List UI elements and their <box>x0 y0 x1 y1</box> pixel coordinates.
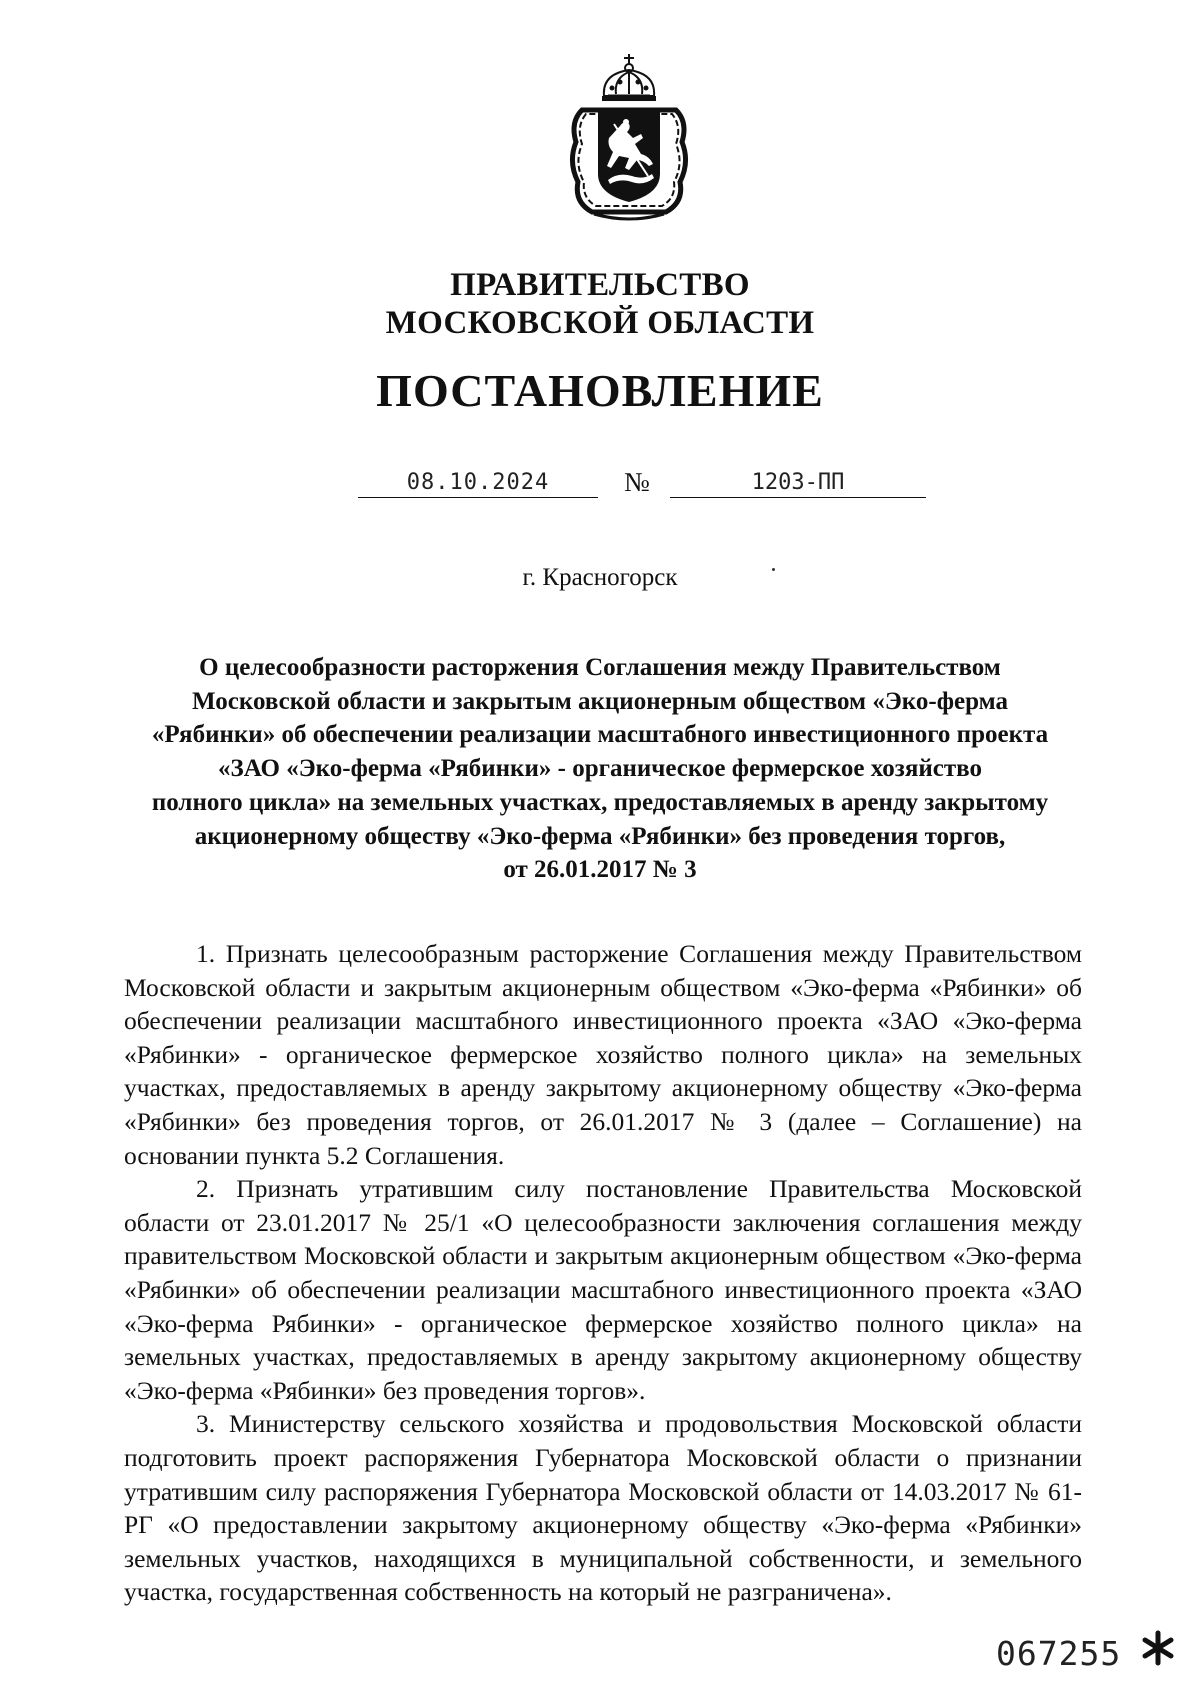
subject-line: «Рябинки» об обеспечении реализации масштабного инвестиционного проекта <box>151 721 1049 749</box>
serial-number: 067255 <box>996 1634 1122 1673</box>
subject-line: полного цикла» на земельных участках, предоставляемых в аренду закрытому <box>151 788 1049 816</box>
speck-mark <box>772 568 775 571</box>
paragraph-3: 3. Министерству сельского хозяйства и продовольствия Московской области подготовить проект распоряжения Губернатора Московской области о признании утратившим силу распоряжения Губернатора Московской области от 14.03.2017 № 61-РГ «О предоставлении закрытому акционерному обществу «Эко-ферма «Рябинки» земельных участков, находящихся в муниципальной собственности, и земельного участка, государственная собственность на который не разграничена». <box>124 1409 1082 1607</box>
authority-line-2: МОСКОВСКОЙ ОБЛАСТИ <box>385 305 815 341</box>
registration-number: 1203-ПП <box>670 470 926 498</box>
coat-of-arms-icon <box>564 52 694 224</box>
authority-line-1: ПРАВИТЕЛЬСТВО <box>450 267 750 303</box>
subject-line: «ЗАО «Эко-ферма «Рябинки» - органическое фермерское хозяйство <box>218 755 982 783</box>
place-of-issue <box>0 564 1200 592</box>
subject-line: О целесообразности расторжения Соглашения между Правительством <box>199 654 1001 681</box>
subject-line: Московской области и закрытым акционерным обществом «Эко-ферма <box>192 687 1008 715</box>
asterisk-icon <box>1138 1628 1178 1668</box>
subject-line: акционерному обществу «Эко-ферма «Рябинки» без проведения торгов, <box>194 822 1006 850</box>
document-type: ПОСТАНОВЛЕНИЕ <box>376 365 824 416</box>
number-sign: № <box>624 467 650 497</box>
registration-date: 08.10.2024 <box>358 470 598 498</box>
paragraph-1: 1. Признать целесообразным расторжение Соглашения между Правительством Московской области и закрытым акционерным обществом «Эко-ферма «Рябинки» об обеспечении реализации масштабного инвестиционного проекта «ЗАО «Эко-ферма «Рябинки» - органическое фермерское хозяйство полного цикла» на земельных участках, предоставляемых в аренду закрытому акционерному обществу «Эко-ферма «Рябинки» без проведения торгов, от 26.01.2017 № 3 (далее – Соглашение) на основании пункта 5.2 Соглашения. <box>124 939 1082 1170</box>
document-subject <box>118 651 1082 887</box>
registration-line <box>358 467 926 504</box>
place-text: г. Красногорск <box>522 564 678 591</box>
subject-line: от 26.01.2017 № 3 <box>503 856 697 884</box>
paragraph-2: 2. Признать утратившим силу постановление Правительства Московской области от 23.01.2017 № 25/1 «О целесообразности заключения соглашения между правительством Московской области и закрытым акционерным обществом «Эко-ферма «Рябинки» об обеспечении реализации масштабного инвестиционного проекта «ЗАО «Эко-ферма Рябинки» - органическое фермерское хозяйство полного цикла» на земельных участках, предоставляемых в аренду закрытому акционерному обществу «Эко-ферма «Рябинки» без проведения торгов». <box>124 1174 1082 1405</box>
authority-name <box>0 266 1200 342</box>
document-body <box>124 937 1082 1609</box>
